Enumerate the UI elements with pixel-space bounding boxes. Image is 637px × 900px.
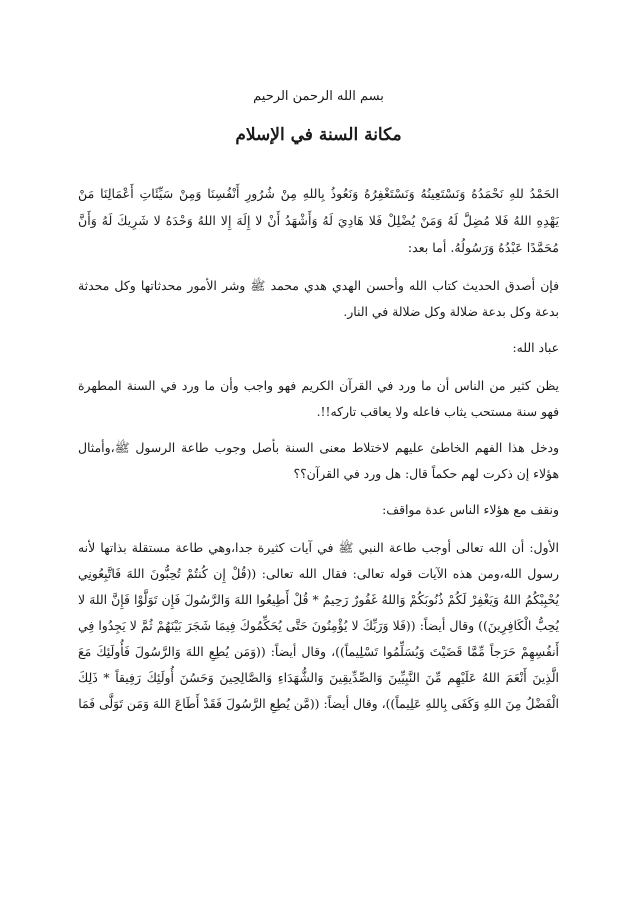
paragraph-first-stance: الأول: أن الله تعالى أوجب طاعة النبي ﷺ في آيات كثيرة جدا،وهي طاعة مستقلة بذاتها لأنه رسول الله،ومن هذه الآيات قوله تعالى: فقال الله تعالى: ((قُلْ إِن كُنتُمْ تُحِبُّونَ اللهَ فَاتَّبِعُونِي يُحْبِبْكُمُ اللهُ وَيَغْفِرْ لَكُمْ ذُنُوبَكُمْ وَاللهُ غَفُورٌ رَحِيمٌ * قُلْ أَطِيعُوا اللهَ وَالرَّسُولَ فَإِن تَوَلَّوْا فَإِنَّ اللهَ لا يُحِبُّ الْكَافِرِينَ)) وقال أيضاً: ((فَلا وَرَبِّكَ لا يُؤْمِنُونَ حَتَّى يُحَكِّمُوكَ فِيمَا شَجَرَ بَيْنَهُمْ ثُمَّ لا يَجِدُوا فِي أَنفُسِهِمْ حَرَجاً مِّمَّا قَضَيْتَ وَيُسَلِّمُوا تَسْلِيماً))، وقال أيضاً: ((وَمَن يُطِعِ اللهَ وَالرَّسُولَ فَأُولَئِكَ مَعَ الَّذِينَ أَنْعَمَ اللهُ عَلَيْهِم مِّنَ النَّبِيِّينَ وَالصِّدِّيقِينَ وَالشُّهَدَاءِ وَالصَّالِحِينَ وَحَسُنَ أُولَئِكَ رَفِيقاً * ذَلِكَ الْفَضْلُ مِنَ اللهِ وَكَفَى بِاللهِ عَلِيماً))، وقال أيضاً: ((مَّن يُطِعِ الرَّسُولَ فَقَدْ أَطَاعَ اللهَ وَمَن تَوَلَّى فَمَا [78, 540, 559, 711]
paragraph-misconception: يظن كثير من الناس أن ما ورد في القرآن الكريم فهو واجب وأن ما ورد في السنة المطهرة فهو سنة مستحب يثاب فاعله ولا يعاقب تاركه!!. [78, 378, 559, 419]
paragraph-address: عباد الله: [512, 340, 559, 355]
document-page [78, 88, 559, 717]
basmala: بسم الله الرحمن الرحيم [253, 89, 384, 104]
page-title: مكانة السنة في الإسلام [235, 125, 402, 145]
paragraph-hadith: فإن أصدق الحديث كتاب الله وأحسن الهدي هدي محمد ﷺ وشر الأمور محدثاتها وكل محدثة بدعة وكل بدعة ضلالة وكل ضلالة في النار. [78, 278, 559, 319]
opening-paragraph: الحَمْدُ للهِ نَحْمَدُهُ وَنَسْتَعِينُهُ وَنَسْتَغْفِرُهُ وَنَعُوذُ بِاللهِ مِنْ شُرُورِ أَنْفُسِنَا وَمِنْ سَيِّئَاتِ أَعْمَالِنَا مَنْ يَهْدِهِ اللهُ فَلا مُضِلَّ لَهُ وَمَنْ يُضْلِلْ فَلا هَادِيَ لَهُ وَأَشْهَدُ أَنْ لا إِلَهَ إِلا اللهُ وَحْدَهُ لا شَرِيكَ لَهُ وَأَنَّ مُحَمَّدًا عَبْدُهُ وَرَسُولُهُ. أما بعد: [78, 186, 559, 255]
paragraph-cause: ودخل هذا الفهم الخاطئ عليهم لاختلاط معنى السنة بأصل وجوب طاعة الرسول ﷺ،وأمثال هؤلاء إن ذكرت لهم حكماً قال: هل ورد في القرآن؟؟ [78, 440, 559, 481]
paragraph-stances-intro: ونقف مع هؤلاء الناس عدة مواقف: [382, 502, 559, 517]
